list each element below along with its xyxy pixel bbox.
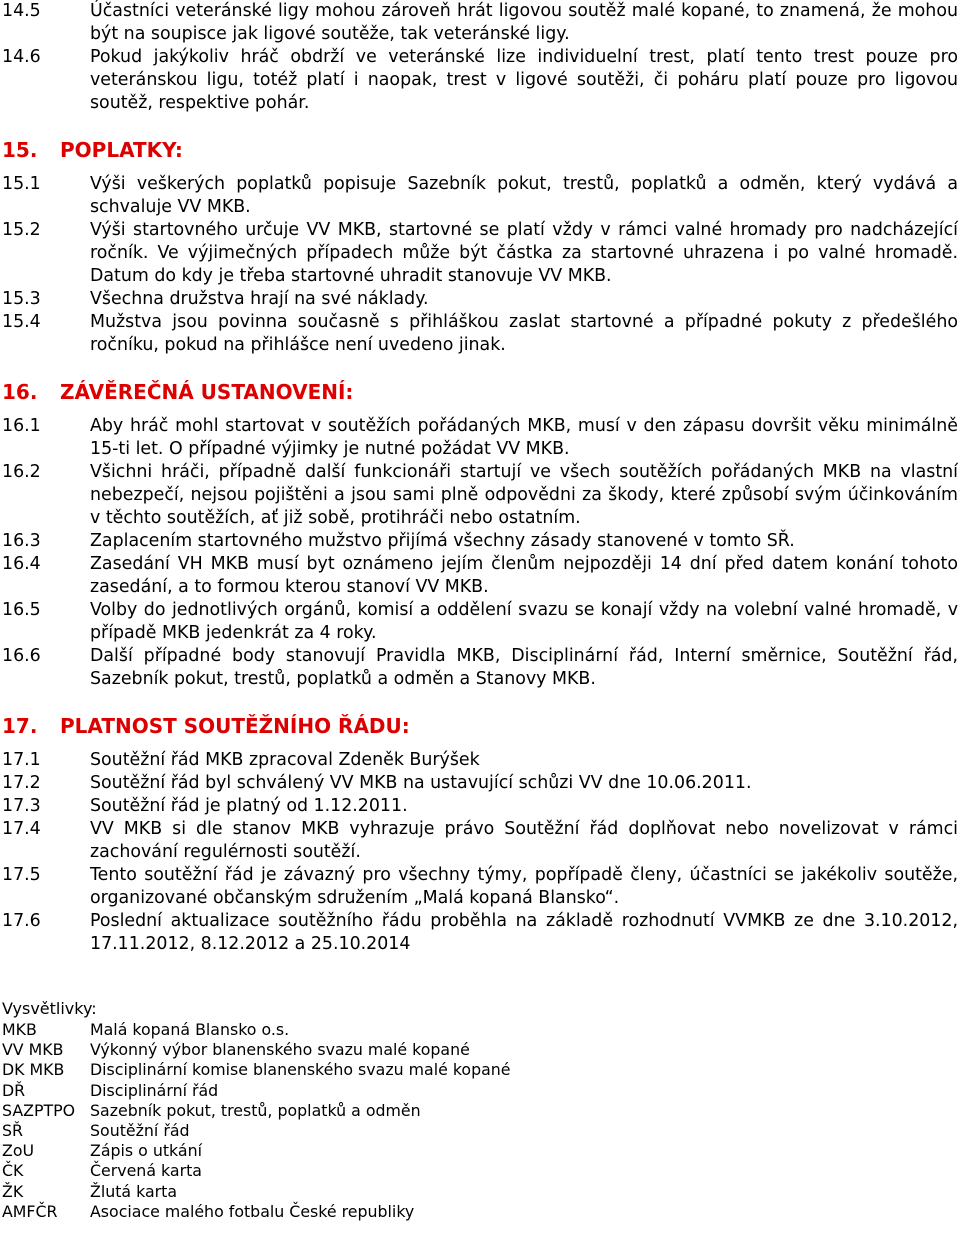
glossary-title: Vysvětlivky: [2,999,97,1018]
clause [0,910,960,956]
clause-text: Poslední aktualizace soutěžního řádu proběhla na základě rozhodnutí VVMKB ze dne 3.10.2012, 17.11.2012, 8.12.2012 a 25.10.2014 [90,911,958,954]
glossary-entry [0,1161,960,1181]
glossary-entry [0,1060,960,1080]
glossary-meaning: Soutěžní řád [90,1121,190,1141]
glossary-abbreviation: DK MKB [2,1060,65,1080]
section-number: 17. [2,714,38,738]
section-17-items [0,749,960,956]
glossary-abbreviation: ČK [2,1161,24,1181]
glossary-meaning: Žlutá karta [90,1181,178,1201]
glossary-abbreviation: ZoU [2,1141,35,1161]
clause [0,461,960,530]
clause-text: Soutěžní řád MKB zpracoval Zdeněk Burýšek [90,750,480,770]
glossary-abbreviation: MKB [2,1020,37,1039]
clause [0,415,960,461]
clause-text: Pokud jakýkoliv hráč obdrží ve veteránské lize individuelní trest, platí tento trest pouze pro veteránskou ligu, totéž platí i naopak, trest v ligové soutěži, či poháru platí pouze pro ligovou soutěž, respektive pohár. [90,47,958,113]
glossary-entry [0,1101,960,1121]
clause-number: 16.1 [2,416,41,436]
section-number: 15. [2,138,38,162]
clause [0,795,960,818]
glossary-abbreviation: ŽK [2,1181,24,1201]
glossary-entry [0,1121,960,1141]
clause [0,772,960,795]
clause-number: 14.6 [2,47,41,67]
glossary-entry [0,1202,960,1222]
clause-number: 16.5 [2,600,41,620]
section-16-heading [0,379,960,405]
section-16-items [0,415,960,691]
glossary-meaning: Sazebník pokut, trestů, poplatků a odměn [90,1100,421,1120]
clause-number: 16.4 [2,554,41,574]
glossary-list [0,1020,960,1222]
clause-number: 17.1 [2,750,41,770]
clause-text: Volby do jednotlivých orgánů, komisí a oddělení svazu se konají vždy na volební valné hromadě, v případě MKB jedenkrát za 4 roky. [90,600,958,643]
section-14-items [0,0,960,115]
clause [0,645,960,691]
clause-text: Další případné body stanovují Pravidla MKB, Disciplinární řád, Interní směrnice, Soutěžní řád, Sazebník pokut, trestů, poplatků a odměn a Stanovy MKB. [90,646,958,689]
glossary-meaning: Výkonný výbor blanenského svazu malé kopané [90,1040,470,1060]
clause-text: Soutěžní řád byl schválený VV MKB na ustavující schůzi VV dne 10.06.2011. [90,773,752,793]
clause-text: Zasedání VH MKB musí byt oznámeno jejím členům nejpozději 14 dní před datem konání tohoto zasedání, a to formou kterou stanoví VV MKB. [90,554,958,597]
clause-number: 16.3 [2,531,41,551]
clause [0,173,960,219]
clause-text: Účastníci veteránské ligy mohou zároveň hrát ligovou soutěž malé kopané, to znamená, že mohou být na soupisce jak ligové soutěže, tak veteránské ligy. [90,1,958,44]
glossary-abbreviation: VV MKB [2,1040,64,1060]
clause-text: Všechna družstva hrají na své náklady. [90,289,429,309]
clause-text: Výši veškerých poplatků popisuje Sazebník pokut, trestů, poplatků a odměn, který vydává a schvaluje VV MKB. [90,174,958,217]
clause [0,288,960,311]
clause [0,530,960,553]
clause-number: 17.6 [2,911,41,931]
clause [0,749,960,772]
section-title: ZÁVĚREČNÁ USTANOVENÍ: [60,380,354,404]
clause-text: Soutěžní řád je platný od 1.12.2011. [90,796,408,816]
clause-number: 16.6 [2,646,41,666]
glossary-abbreviation: SŘ [2,1121,24,1141]
clause [0,219,960,288]
glossary-meaning: Asociace malého fotbalu České republiky [90,1201,415,1221]
glossary-abbreviation: DŘ [2,1080,26,1100]
glossary-entry [0,1040,960,1060]
section-15-items [0,173,960,357]
glossary-abbreviation: AMFČR [2,1201,58,1221]
clause-text: Aby hráč mohl startovat v soutěžích pořádaných MKB, musí v den zápasu dovršit věku minimálně 15-ti let. O případné výjimky je nutné požádat VV MKB. [90,416,958,459]
glossary-entry [0,1020,960,1040]
clause-number: 15.1 [2,174,41,194]
clause [0,311,960,357]
clause-number: 16.2 [2,462,41,482]
clause-text: Výši startovného určuje VV MKB, startovné se platí vždy v rámci valné hromady pro nadcházející ročník. Ve výjimečných případech může být částka za startovné uhrazena i po valné hromadě. Datum do kdy je třeba startovné uhradit stanovuje VV MKB. [90,220,958,286]
glossary-abbreviation: SAZPTPO [2,1100,76,1120]
section-title: POPLATKY: [60,138,183,162]
clause-number: 17.5 [2,865,41,885]
clause [0,0,960,46]
clause-text: Všichni hráči, případně další funkcionáři startují ve všech soutěžích pořádaných MKB na vlastní nebezpečí, nejsou pojištěni a jsou sami plně odpovědni za škody, které způsobí svým účinkováním v těchto soutěžích, ať již sobě, protihráči nebo ostatním. [90,462,958,528]
clause [0,818,960,864]
glossary-meaning: Disciplinární komise blanenského svazu malé kopané [90,1060,511,1080]
clause-number: 17.3 [2,796,41,816]
clause-number: 17.4 [2,819,41,839]
glossary-entry [0,1081,960,1101]
clause-number: 15.2 [2,220,41,240]
clause-text: Mužstva jsou povinna současně s přihláškou zaslat startovné a případné pokuty z předešlého ročníku, pokud na přihlášce není uvedeno jinak. [90,312,958,355]
glossary-entry [0,1141,960,1161]
section-title: PLATNOST SOUTĚŽNÍHO ŘÁDU: [60,714,410,738]
clause-text: Zaplacením startovného mužstvo přijímá všechny zásady stanovené v tomto SŘ. [90,531,795,551]
clause [0,864,960,910]
glossary-meaning: Červená karta [90,1161,202,1181]
glossary-meaning: Disciplinární řád [90,1080,219,1100]
clause-number: 14.5 [2,1,41,21]
glossary-entry [0,1182,960,1202]
glossary-meaning: Zápis o utkání [90,1141,203,1161]
clause [0,553,960,599]
section-17-heading [0,713,960,739]
section-number: 16. [2,380,38,404]
clause-number: 15.4 [2,312,41,332]
section-15-heading [0,137,960,163]
clause-text: Tento soutěžní řád je závazný pro všechny týmy, popřípadě členy, účastníci se jakékoliv soutěže, organizované občanským sdružením „Malá kopaná Blansko“. [90,865,958,908]
glossary-meaning: Malá kopaná Blansko o.s. [90,1020,290,1039]
clause-text: VV MKB si dle stanov MKB vyhrazuje právo Soutěžní řád doplňovat nebo novelizovat v rámci zachování regulérnosti soutěží. [90,819,958,862]
clause [0,599,960,645]
clause-number: 15.3 [2,289,41,309]
clause [0,46,960,115]
clause-number: 17.2 [2,773,41,793]
